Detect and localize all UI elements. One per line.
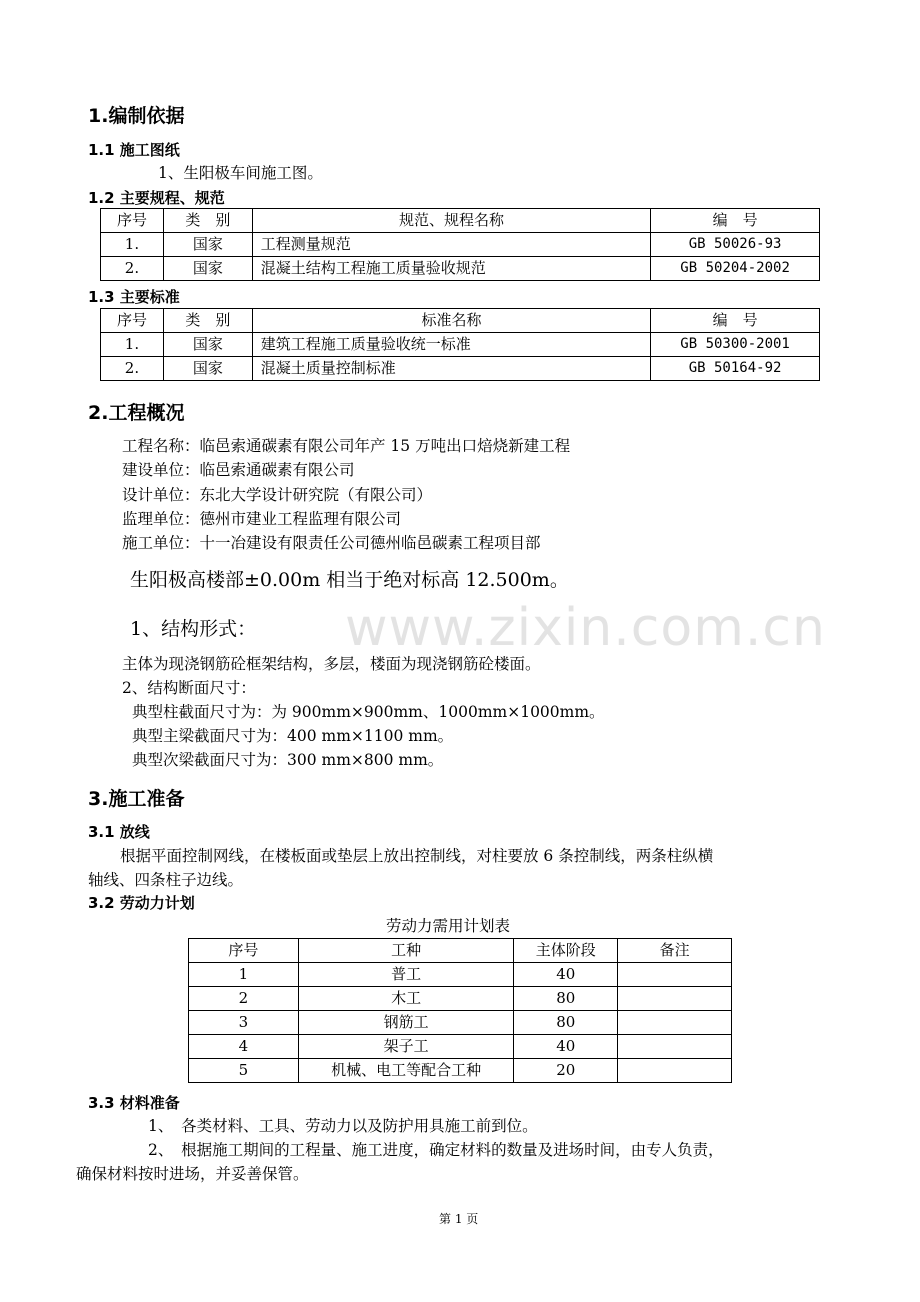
table-cell: 1. — [101, 333, 164, 357]
table-cell: 40 — [514, 963, 618, 987]
table-cell: 建筑工程施工质量验收统一标准 — [252, 333, 650, 357]
table-row — [189, 1035, 732, 1059]
layout-text-line1: 根据平面控制网线，在楼板面或垫层上放出控制线，对柱要放 6 条控制线，两条柱纵横 — [120, 847, 714, 865]
labor-table — [188, 938, 732, 1083]
header-cell: 备注 — [618, 939, 732, 963]
header-cell: 类 别 — [163, 309, 252, 333]
regulations-table — [100, 208, 820, 281]
section-3-1-title: 3.1 放线 — [88, 823, 150, 841]
table-cell: 1. — [101, 233, 164, 257]
section-1-1-title: 1.1 施工图纸 — [88, 141, 180, 159]
table-cell: 2. — [101, 357, 164, 381]
table-row — [189, 987, 732, 1011]
header-cell: 规范、规程名称 — [252, 209, 650, 233]
table-cell — [618, 1059, 732, 1083]
table-cell: 80 — [514, 987, 618, 1011]
watermark: www.zixin.com.cn — [345, 598, 826, 658]
table-cell — [618, 963, 732, 987]
table-cell — [618, 1011, 732, 1035]
table-row — [101, 333, 820, 357]
table-cell: GB 50026-93 — [651, 233, 820, 257]
page-number: 第 1 页 — [439, 1212, 479, 1226]
secondary-beam-section: 典型次梁截面尺寸为：300 mm×800 mm。 — [132, 751, 444, 769]
table-cell: 木工 — [298, 987, 514, 1011]
project-name: 工程名称：临邑索通碳素有限公司年产 15 万吨出口焙烧新建工程 — [122, 437, 571, 455]
column-section: 典型柱截面尺寸为：为 900mm×900mm、1000mm×1000mm。 — [132, 703, 605, 721]
standards-table — [100, 308, 820, 381]
table-cell: 国家 — [163, 233, 252, 257]
owner-unit: 建设单位：临邑索通碳素有限公司 — [122, 461, 355, 479]
main-beam-section: 典型主梁截面尺寸为：400 mm×1100 mm。 — [132, 727, 454, 745]
header-cell: 编 号 — [651, 309, 820, 333]
structure-form-text: 主体为现浇钢筋砼框架结构，多层，楼面为现浇钢筋砼楼面。 — [122, 655, 541, 673]
table-cell: 工程测量规范 — [252, 233, 650, 257]
table-header-row — [101, 209, 820, 233]
table-cell: 机械、电工等配合工种 — [298, 1059, 514, 1083]
table-cell — [618, 1035, 732, 1059]
table-cell: 1 — [189, 963, 299, 987]
table-row — [189, 1011, 732, 1035]
section-3-2-title: 3.2 劳动力计划 — [88, 894, 195, 912]
header-cell: 标准名称 — [252, 309, 650, 333]
table-cell: 国家 — [163, 333, 252, 357]
table-cell: 国家 — [163, 257, 252, 281]
table-cell: 5 — [189, 1059, 299, 1083]
header-cell: 工种 — [298, 939, 514, 963]
structure-form-title: 1、结构形式： — [130, 618, 257, 640]
section-2-title: 2.工程概况 — [88, 402, 185, 424]
section-1-title: 1.编制依据 — [88, 105, 185, 127]
design-unit: 设计单位：东北大学设计研究院（有限公司） — [122, 486, 433, 504]
table-cell: 混凝土结构工程施工质量验收规范 — [252, 257, 650, 281]
table-header-row — [189, 939, 732, 963]
table-row — [101, 257, 820, 281]
section-1-2-title: 1.2 主要规程、规范 — [88, 189, 225, 207]
header-cell: 序号 — [189, 939, 299, 963]
table-cell: 架子工 — [298, 1035, 514, 1059]
table-cell: 2 — [189, 987, 299, 1011]
table-row — [189, 1059, 732, 1083]
section-1-3-title: 1.3 主要标准 — [88, 288, 180, 306]
header-cell: 主体阶段 — [514, 939, 618, 963]
table-cell: 钢筋工 — [298, 1011, 514, 1035]
material-item-2-line2: 确保材料按时进场，并妥善保管。 — [76, 1165, 309, 1183]
table-cell: 混凝土质量控制标准 — [252, 357, 650, 381]
table-cell: GB 50204-2002 — [651, 257, 820, 281]
table-cell: 40 — [514, 1035, 618, 1059]
supervision-unit: 监理单位：德州市建业工程监理有限公司 — [122, 510, 402, 528]
header-cell: 序号 — [101, 309, 164, 333]
section-3-3-title: 3.3 材料准备 — [88, 1094, 180, 1112]
table-cell: 国家 — [163, 357, 252, 381]
table-row — [101, 357, 820, 381]
layout-text-line2: 轴线、四条柱子边线。 — [88, 871, 244, 889]
elevation-note: 生阳极高楼部±0.00m 相当于绝对标高 12.500m。 — [130, 569, 569, 591]
table-cell — [618, 987, 732, 1011]
section-size-title: 2、结构断面尺寸： — [122, 679, 256, 697]
labor-table-caption: 劳动力需用计划表 — [386, 917, 511, 935]
drawing-item: 1、生阳极车间施工图。 — [158, 164, 323, 182]
table-cell: GB 50300-2001 — [651, 333, 820, 357]
table-row — [101, 233, 820, 257]
section-3-title: 3.施工准备 — [88, 788, 185, 810]
table-cell: 普工 — [298, 963, 514, 987]
table-cell: 80 — [514, 1011, 618, 1035]
table-row — [189, 963, 732, 987]
table-cell: GB 50164-92 — [651, 357, 820, 381]
table-cell: 20 — [514, 1059, 618, 1083]
table-header-row — [101, 309, 820, 333]
header-cell: 编 号 — [651, 209, 820, 233]
table-cell: 4 — [189, 1035, 299, 1059]
material-item-1: 1、 各类材料、工具、劳动力以及防护用具施工前到位。 — [148, 1117, 538, 1135]
table-cell: 2. — [101, 257, 164, 281]
header-cell: 序号 — [101, 209, 164, 233]
table-cell: 3 — [189, 1011, 299, 1035]
header-cell: 类 别 — [163, 209, 252, 233]
material-item-2-line1: 2、 根据施工期间的工程量、施工进度，确定材料的数量及进场时间，由专人负责， — [148, 1141, 724, 1159]
construction-unit: 施工单位：十一冶建设有限责任公司德州临邑碳素工程项目部 — [122, 534, 541, 552]
